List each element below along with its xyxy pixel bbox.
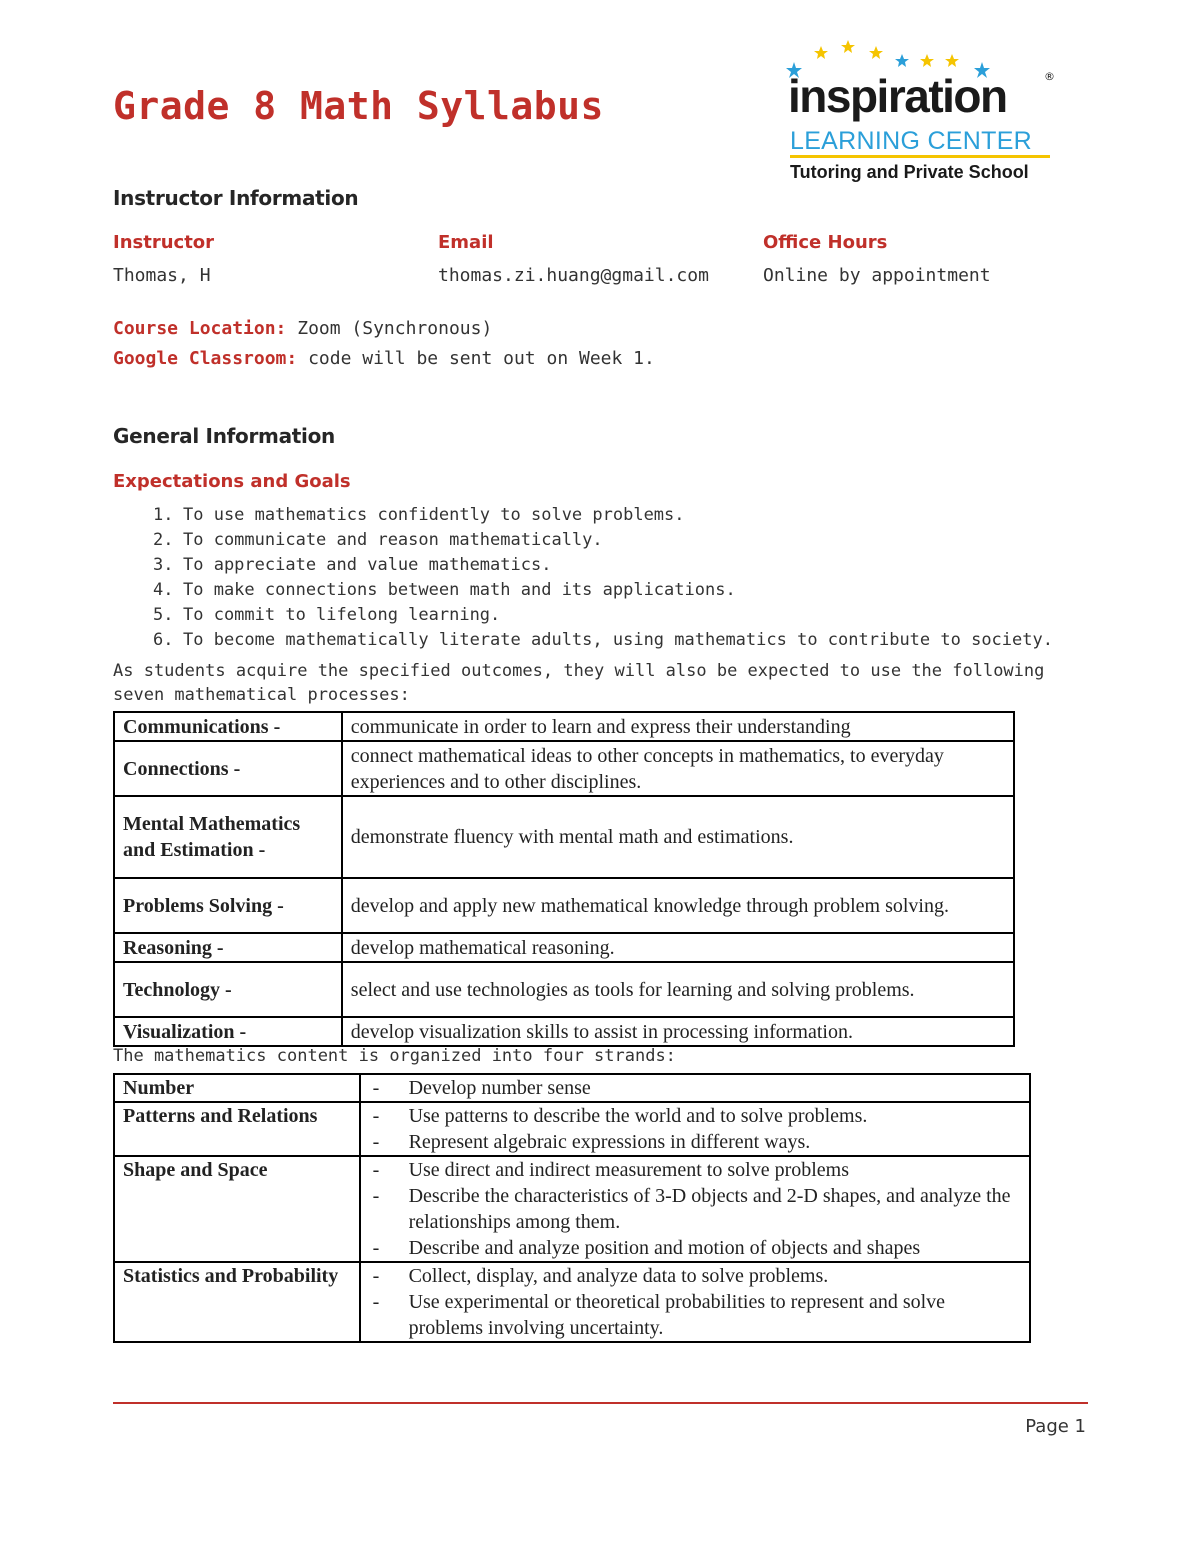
instructor-info-heading: Instructor Information: [113, 186, 359, 210]
process-desc: develop and apply new mathematical knowledge through problem solving.: [342, 878, 1014, 933]
strand-items: [360, 1156, 1030, 1262]
star-icon: [895, 54, 909, 67]
general-info-heading: General Information: [113, 424, 335, 448]
google-classroom-label: Google Classroom:: [113, 348, 298, 369]
list-item: - Represent algebraic expressions in different ways.: [372, 1131, 811, 1153]
list-item: 6. To become mathematically literate adults, using mathematics to contribute to society.: [153, 630, 1053, 650]
table-row: [114, 712, 1014, 741]
process-name: Visualization -: [114, 1017, 342, 1046]
list-item: 4. To make connections between math and its applications.: [153, 580, 736, 600]
list-item: - Describe and analyze position and motion of objects and shapes: [372, 1237, 921, 1259]
strand-name: Statistics and Probability: [114, 1262, 360, 1342]
registered-mark: ®: [1044, 70, 1055, 83]
table-row: [114, 962, 1014, 1017]
process-desc: develop mathematical reasoning.: [342, 933, 1014, 962]
process-desc: connect mathematical ideas to other concepts in mathematics, to everyday experiences and to other disciplines.: [342, 741, 1014, 796]
office-hours-label: Office Hours: [763, 232, 888, 253]
process-desc: demonstrate fluency with mental math and estimations.: [342, 796, 1014, 878]
strand-items: [360, 1102, 1030, 1156]
processes-table: [113, 711, 1015, 1047]
table-row: [114, 1156, 1030, 1262]
process-name: Connections -: [114, 741, 342, 796]
processes-intro: As students acquire the specified outcomes, they will also be expected to use the following seven mathematical processes:: [113, 661, 1045, 705]
list-item: 1. To use mathematics confidently to solve problems.: [153, 505, 685, 525]
page-number: Page 1: [1025, 1416, 1086, 1437]
course-location-label: Course Location:: [113, 318, 287, 339]
process-name: Communications -: [114, 712, 342, 741]
star-icon: [920, 54, 934, 67]
instructor-label: Instructor: [113, 232, 215, 253]
process-desc: develop visualization skills to assist in processing information.: [342, 1017, 1014, 1046]
star-icon: [945, 54, 959, 67]
goals-heading: Expectations and Goals: [113, 471, 351, 492]
email-label: Email: [438, 232, 494, 253]
strand-name: Shape and Space: [114, 1156, 360, 1262]
list-item: - Use direct and indirect measurement to solve problems: [372, 1159, 849, 1181]
logo-tagline-primary: LEARNING CENTER: [790, 127, 1033, 155]
list-item: - Use patterns to describe the world and to solve problems.: [372, 1105, 868, 1127]
process-name: Mental Mathematics and Estimation -: [114, 796, 342, 878]
strand-name: Patterns and Relations: [114, 1102, 360, 1156]
process-name: Technology -: [114, 962, 342, 1017]
google-classroom: [113, 348, 655, 369]
table-row: [114, 796, 1014, 878]
star-icon: [869, 46, 883, 59]
instructor-email: thomas.zi.huang@gmail.com: [438, 265, 709, 286]
list-item: - Develop number sense: [372, 1077, 591, 1099]
table-row: [114, 1262, 1030, 1342]
logo-graphic: [782, 40, 1062, 190]
brand-logo: [782, 40, 1062, 190]
goals-list: [113, 503, 1053, 653]
strands-table: [113, 1073, 1031, 1343]
process-name: Problems Solving -: [114, 878, 342, 933]
strands-intro: The mathematics content is organized into four strands:: [113, 1046, 676, 1066]
logo-tagline-secondary: Tutoring and Private School: [790, 162, 1029, 182]
list-item: - Use experimental or theoretical probabilities to represent and solve problems involving uncertainty.: [372, 1291, 946, 1339]
list-item: - Collect, display, and analyze data to solve problems.: [372, 1265, 829, 1287]
table-row: [114, 1017, 1014, 1046]
footer-divider: [113, 1402, 1088, 1404]
office-hours-value: Online by appointment: [763, 265, 991, 286]
table-row: [114, 741, 1014, 796]
course-location-value: Zoom (Synchronous): [286, 318, 493, 339]
strand-items: [360, 1074, 1030, 1102]
process-desc: communicate in order to learn and express their understanding: [342, 712, 1014, 741]
process-name: Reasoning -: [114, 933, 342, 962]
table-row: [114, 1102, 1030, 1156]
list-item: 5. To commit to lifelong learning.: [153, 605, 501, 625]
logo-rule: [790, 155, 1050, 158]
instructor-name: Thomas, H: [113, 265, 211, 286]
list-item: 3. To appreciate and value mathematics.: [153, 555, 552, 575]
strand-name: Number: [114, 1074, 360, 1102]
star-icon: [814, 46, 828, 59]
star-icon: [841, 40, 855, 53]
list-item: 2. To communicate and reason mathematically.: [153, 530, 603, 550]
process-desc: select and use technologies as tools for learning and solving problems.: [342, 962, 1014, 1017]
table-row: [114, 878, 1014, 933]
logo-brand-text: inspiration: [788, 70, 1007, 122]
table-row: [114, 933, 1014, 962]
list-item: - Describe the characteristics of 3-D objects and 2-D shapes, and analyze the relationships among them.: [372, 1185, 1011, 1233]
course-location: [113, 318, 492, 339]
strand-items: [360, 1262, 1030, 1342]
google-classroom-value: code will be sent out on Week 1.: [297, 348, 655, 369]
page-title: Grade 8 Math Syllabus: [113, 84, 604, 128]
table-row: [114, 1074, 1030, 1102]
